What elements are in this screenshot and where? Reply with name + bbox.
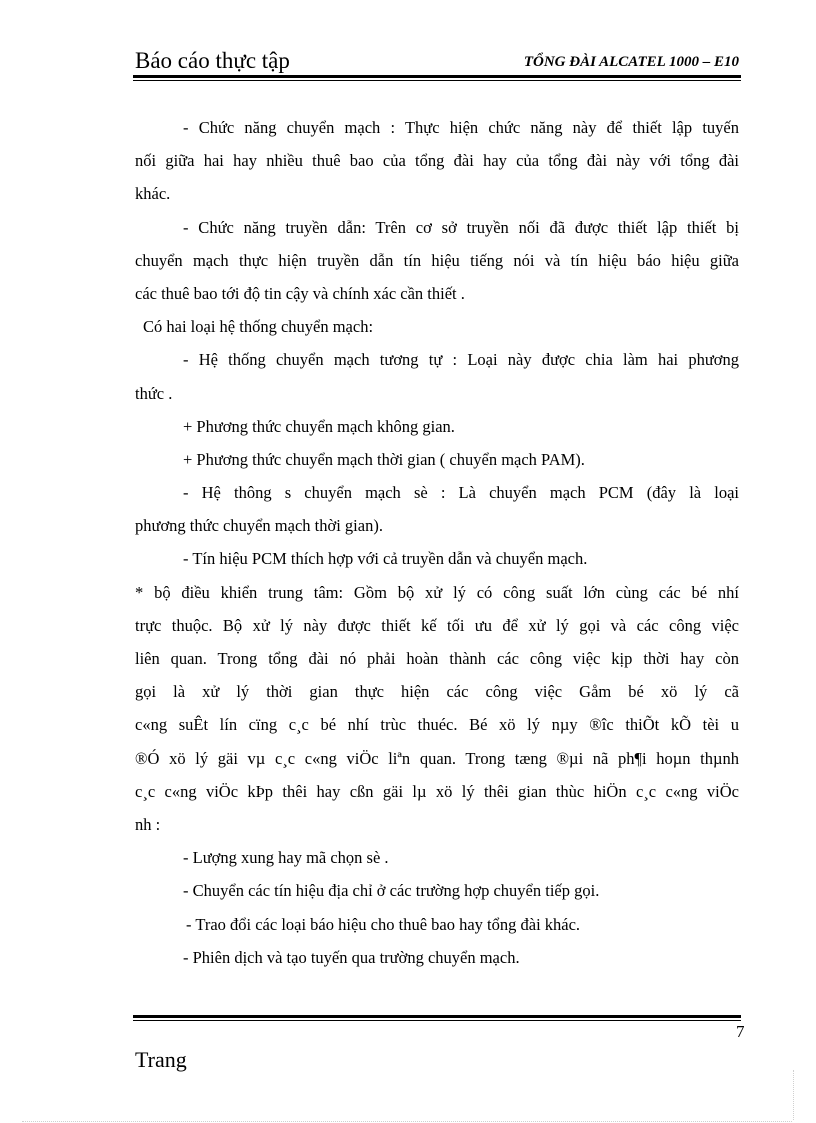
paragraph-line: - Chức năng chuyển mạch : Thực hiện chức năng này để thiết lập tuyến <box>183 118 739 137</box>
page-border-bottom <box>22 1121 792 1122</box>
header-subtitle: TỔNG ĐÀI ALCATEL 1000 – E10 <box>523 54 739 70</box>
paragraph-line: liên quan. Trong tổng đài nó phải hoàn thành các công việc kịp thời hay còn <box>135 649 739 668</box>
paragraph-line: + Phương thức chuyển mạch không gian. <box>183 416 455 436</box>
paragraph-line: nh : <box>135 814 161 834</box>
paragraph-line: chuyển mạch thực hiện truyền dẫn tín hiệu tiếng nói và tín hiệu báo hiệu giữa <box>135 250 739 270</box>
paragraph-line: + Phương thức chuyển mạch thời gian ( chuyển mạch PAM). <box>183 449 585 469</box>
paragraph-line: nối giữa hai hay nhiều thuê bao của tổng đài hay của tổng đài này với tổng đài <box>135 151 739 171</box>
paragraph-line: thức . <box>135 383 173 403</box>
paragraph-line: trực thuộc. Bộ xử lý này được thiết kế tối ưu để xử lý gọi và các công việc <box>135 615 739 635</box>
paragraph-line: - Tín hiệu PCM thích hợp với cả truyền dẫn và chuyển mạch. <box>183 549 588 569</box>
paragraph-line: khác. <box>135 184 171 204</box>
paragraph-line: - Hệ thống chuyển mạch tương tự : Loại này được chia làm hai phương <box>183 350 739 370</box>
footer-label: Trang <box>135 1047 187 1072</box>
page-number: 7 <box>736 1022 745 1041</box>
paragraph-line: - Chuyển các tín hiệu địa chỉ ở các trường hợp chuyển tiếp gọi. <box>183 881 600 901</box>
paragraph-line: - Trao đổi các loại báo hiệu cho thuê bao hay tổng đài khác. <box>186 914 581 934</box>
paragraph-line: các thuê bao tới độ tin cậy và chính xác cần thiết . <box>135 283 465 303</box>
paragraph-line: ®Ó xö lý gäi vµ c¸c c«ng viÖc liªn quan. Trong tæng ®µi nã ph¶i hoµn thµnh <box>135 748 739 768</box>
paragraph-line: c¸c c«ng viÖc kÞp thêi hay cßn gäi lµ xö lý thêi gian thùc hiÖn c¸c c«ng viÖc <box>135 781 739 801</box>
paragraph-line: * bộ điều khiển trung tâm: Gồm bộ xử lý có công suất lớn cùng các bé nhí <box>135 582 739 602</box>
footer-rule-thin <box>133 1020 741 1021</box>
paragraph-line: - Lượng xung hay mã chọn sè . <box>183 848 389 868</box>
paragraph-line: Có hai loại hệ thống chuyển mạch: <box>143 317 374 337</box>
header-rule-thick <box>133 75 741 78</box>
paragraph-line: c«ng suÊt lín cïng c¸c bé nhí trùc thuéc. Bé xö lý nµy ®îc thiÕt kÕ tèi u <box>135 715 739 735</box>
paragraph-line: - Phiên dịch và tạo tuyến qua trường chuyển mạch. <box>183 947 520 967</box>
footer-rule-thick <box>133 1015 741 1018</box>
header-rule-thin <box>133 80 741 81</box>
paragraph-line: - Chức năng truyền dẫn: Trên cơ sở truyền nối đã được thiết lập thiết bị <box>183 217 739 237</box>
paragraph-line: phương thức chuyển mạch thời gian). <box>135 516 383 536</box>
header-title: Báo cáo thực tập <box>135 48 290 73</box>
page-header <box>133 48 741 78</box>
paragraph-line: gọi là xử lý thời gian thực hiện các công việc Gåm bé xö lý cã <box>135 682 739 702</box>
page-border-right <box>793 1070 794 1120</box>
paragraph-line: - Hệ thông s chuyển mạch sè : Là chuyển mạch PCM (đây là loại <box>183 483 739 503</box>
body-text <box>135 111 739 974</box>
